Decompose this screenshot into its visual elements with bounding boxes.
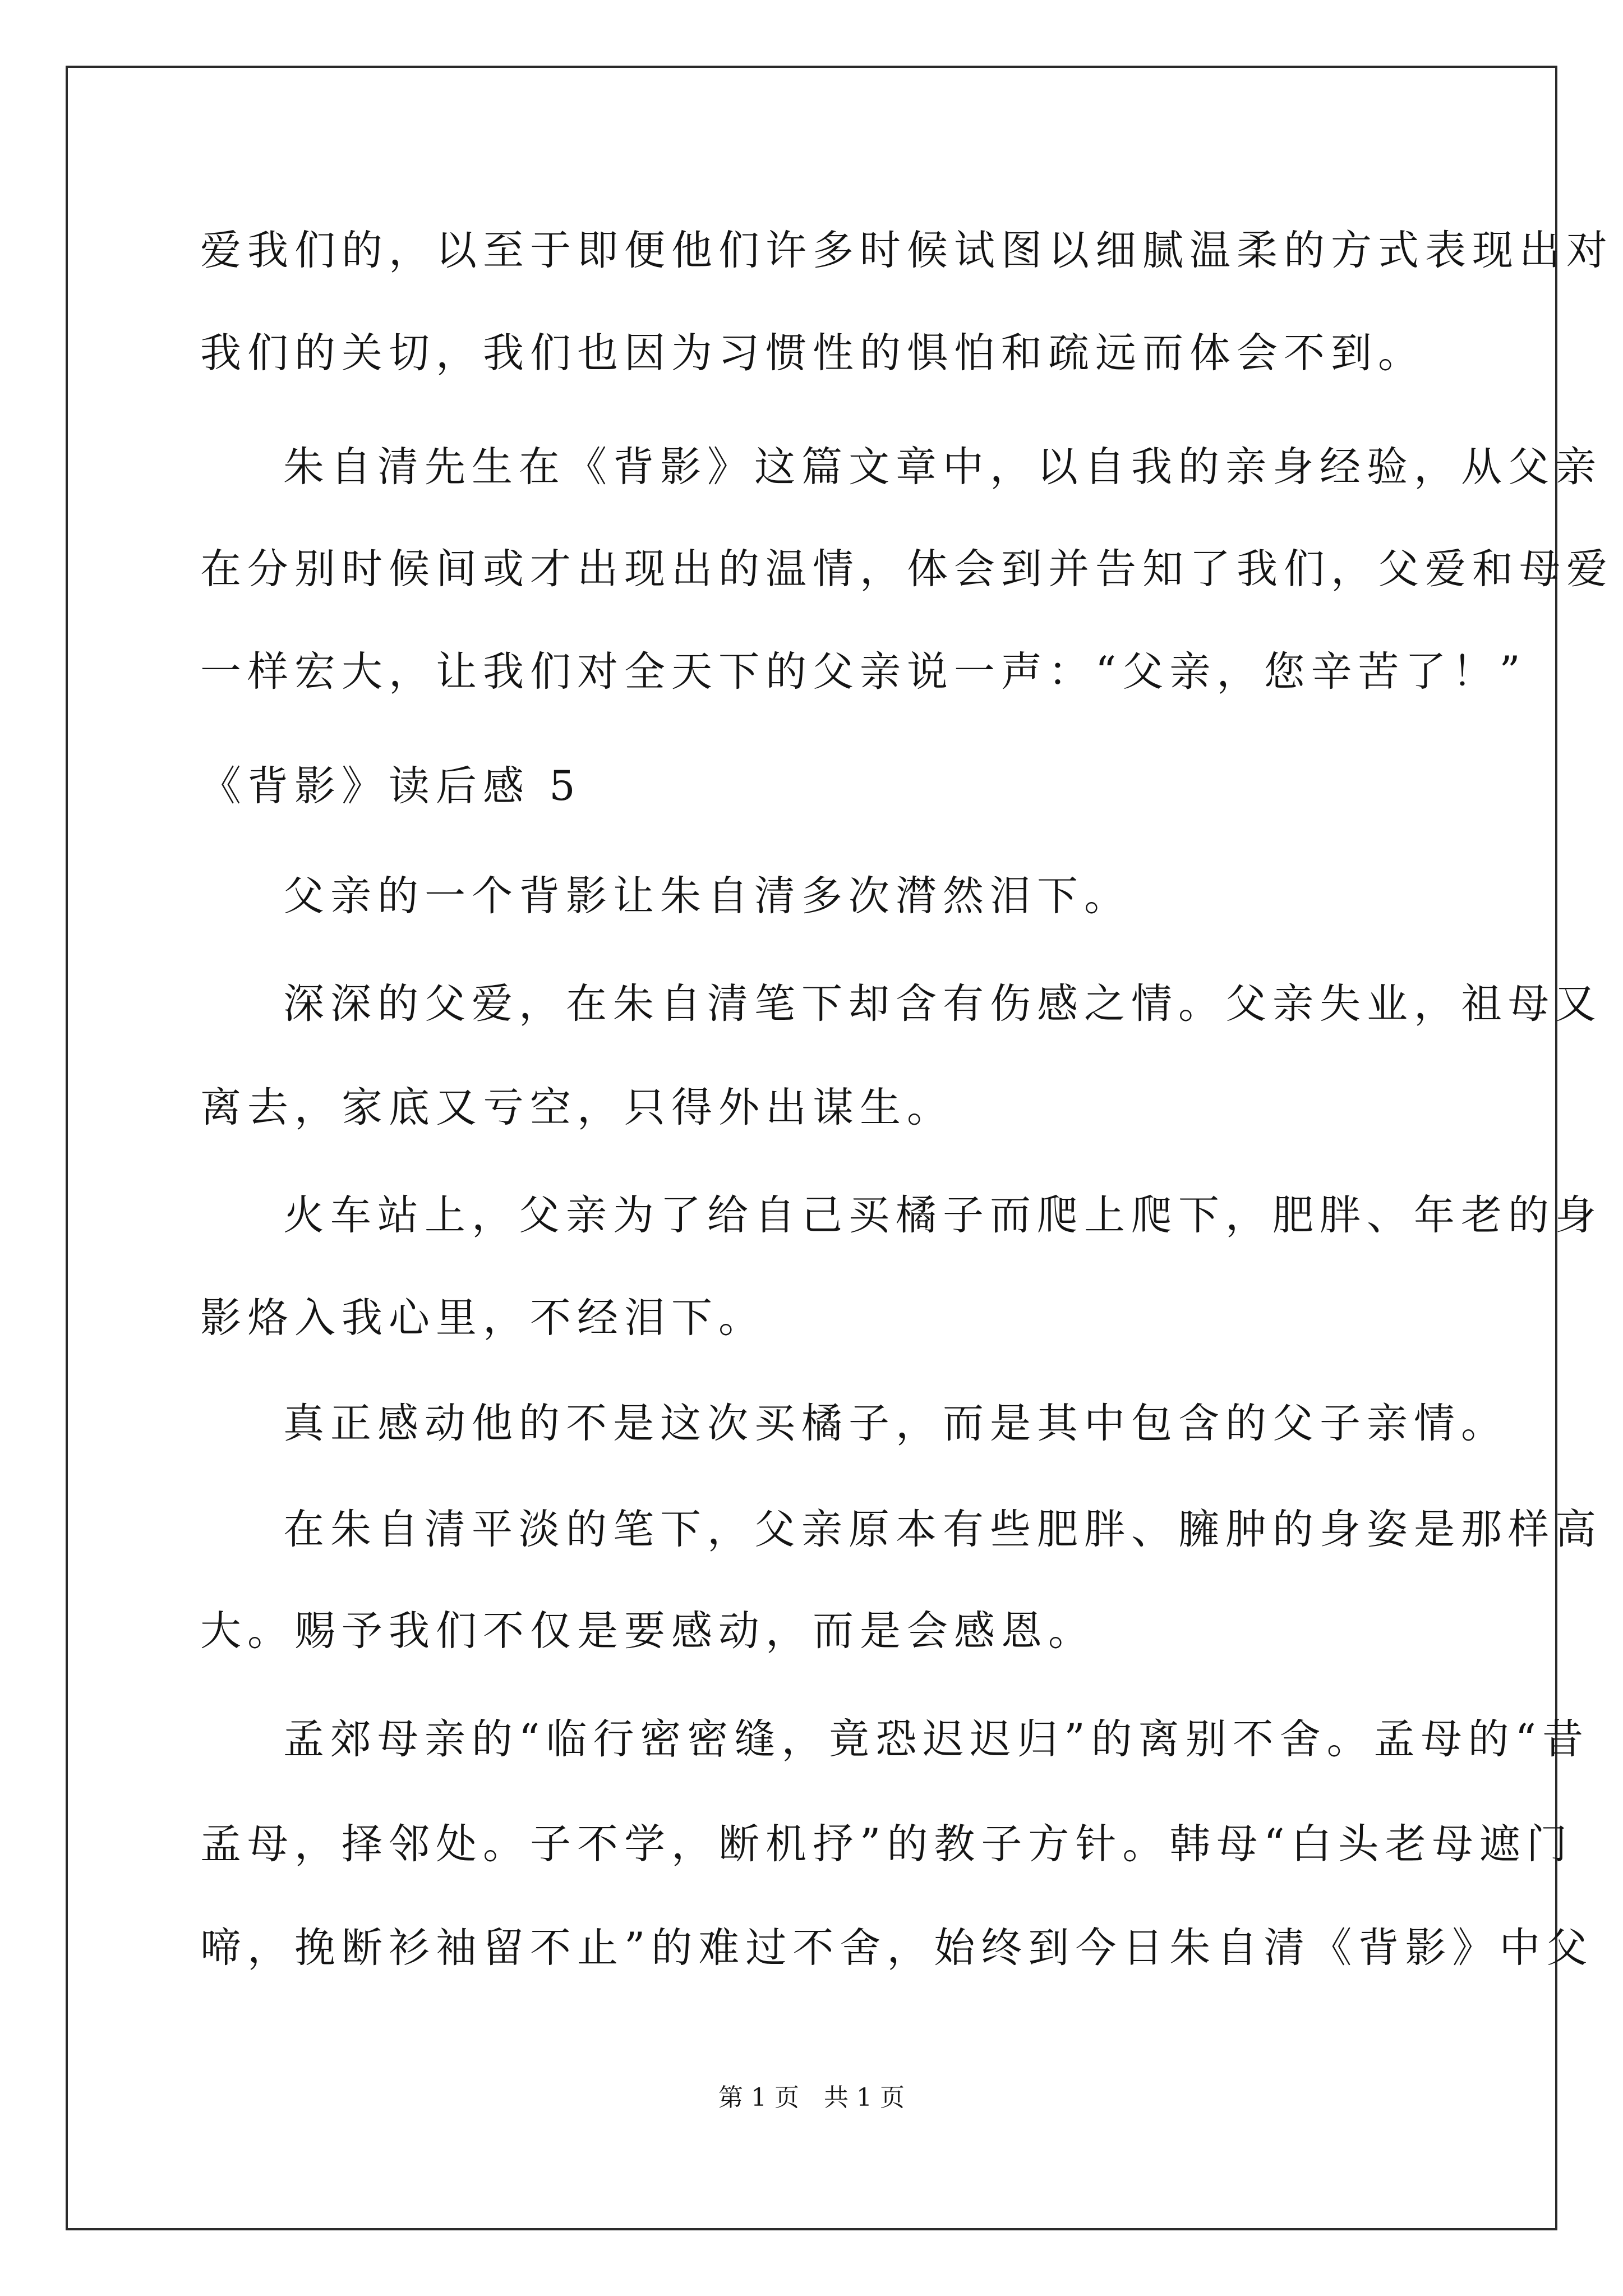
text-line: 真正感动他的不是这次买橘子，而是其中包含的父子亲情。 [283, 1400, 1508, 1447]
text-line: 啼，挽断衫袖留不止”的难过不舍，始终到今日朱自清《背影》中父 [200, 1924, 1594, 1972]
text-line: 朱自清先生在《背影》这篇文章中，以自我的亲身经验，从父亲 [283, 443, 1602, 491]
text-line: 火车站上，父亲为了给自己买橘子而爬上爬下，肥胖、年老的身 [283, 1191, 1602, 1239]
page-border [66, 66, 1557, 2230]
text-line: 父亲的一个背影让朱自清多次潸然泪下。 [283, 872, 1131, 920]
text-line: 孟郊母亲的“临行密密缝，竟恐迟迟归”的离别不舍。孟母的“昔 [283, 1715, 1589, 1763]
text-line: 一样宏大，让我们对全天下的父亲说一声：“父亲，您辛苦了！” [200, 648, 1527, 696]
text-line: 深深的父爱，在朱自清笔下却含有伤感之情。父亲失业，祖母又 [283, 980, 1602, 1028]
text-line: 大。赐予我们不仅是要感动，而是会感恩。 [200, 1607, 1095, 1655]
text-line: 我们的关切，我们也因为习惯性的惧怕和疏远而体会不到。 [200, 329, 1425, 377]
text-line: 孟母，择邻处。子不学，断机抒”的教子方针。韩母“白头老母遮门 [200, 1820, 1574, 1868]
text-line: 在分别时候间或才出现出的温情，体会到并告知了我们，父爱和母爱 [200, 545, 1613, 593]
text-line: 影烙入我心里，不经泪下。 [200, 1294, 766, 1342]
section-heading: 《背影》读后感 5 [200, 762, 582, 810]
text-line: 离去，家底又亏空，只得外出谋生。 [200, 1084, 954, 1131]
text-line: 在朱自清平淡的笔下，父亲原本有些肥胖、臃肿的身姿是那样高 [283, 1506, 1602, 1553]
text-line: 爱我们的，以至于即便他们许多时候试图以细腻温柔的方式表现出对 [200, 227, 1613, 274]
page-number-footer: 第 1 页 共 1 页 [718, 2083, 905, 2112]
